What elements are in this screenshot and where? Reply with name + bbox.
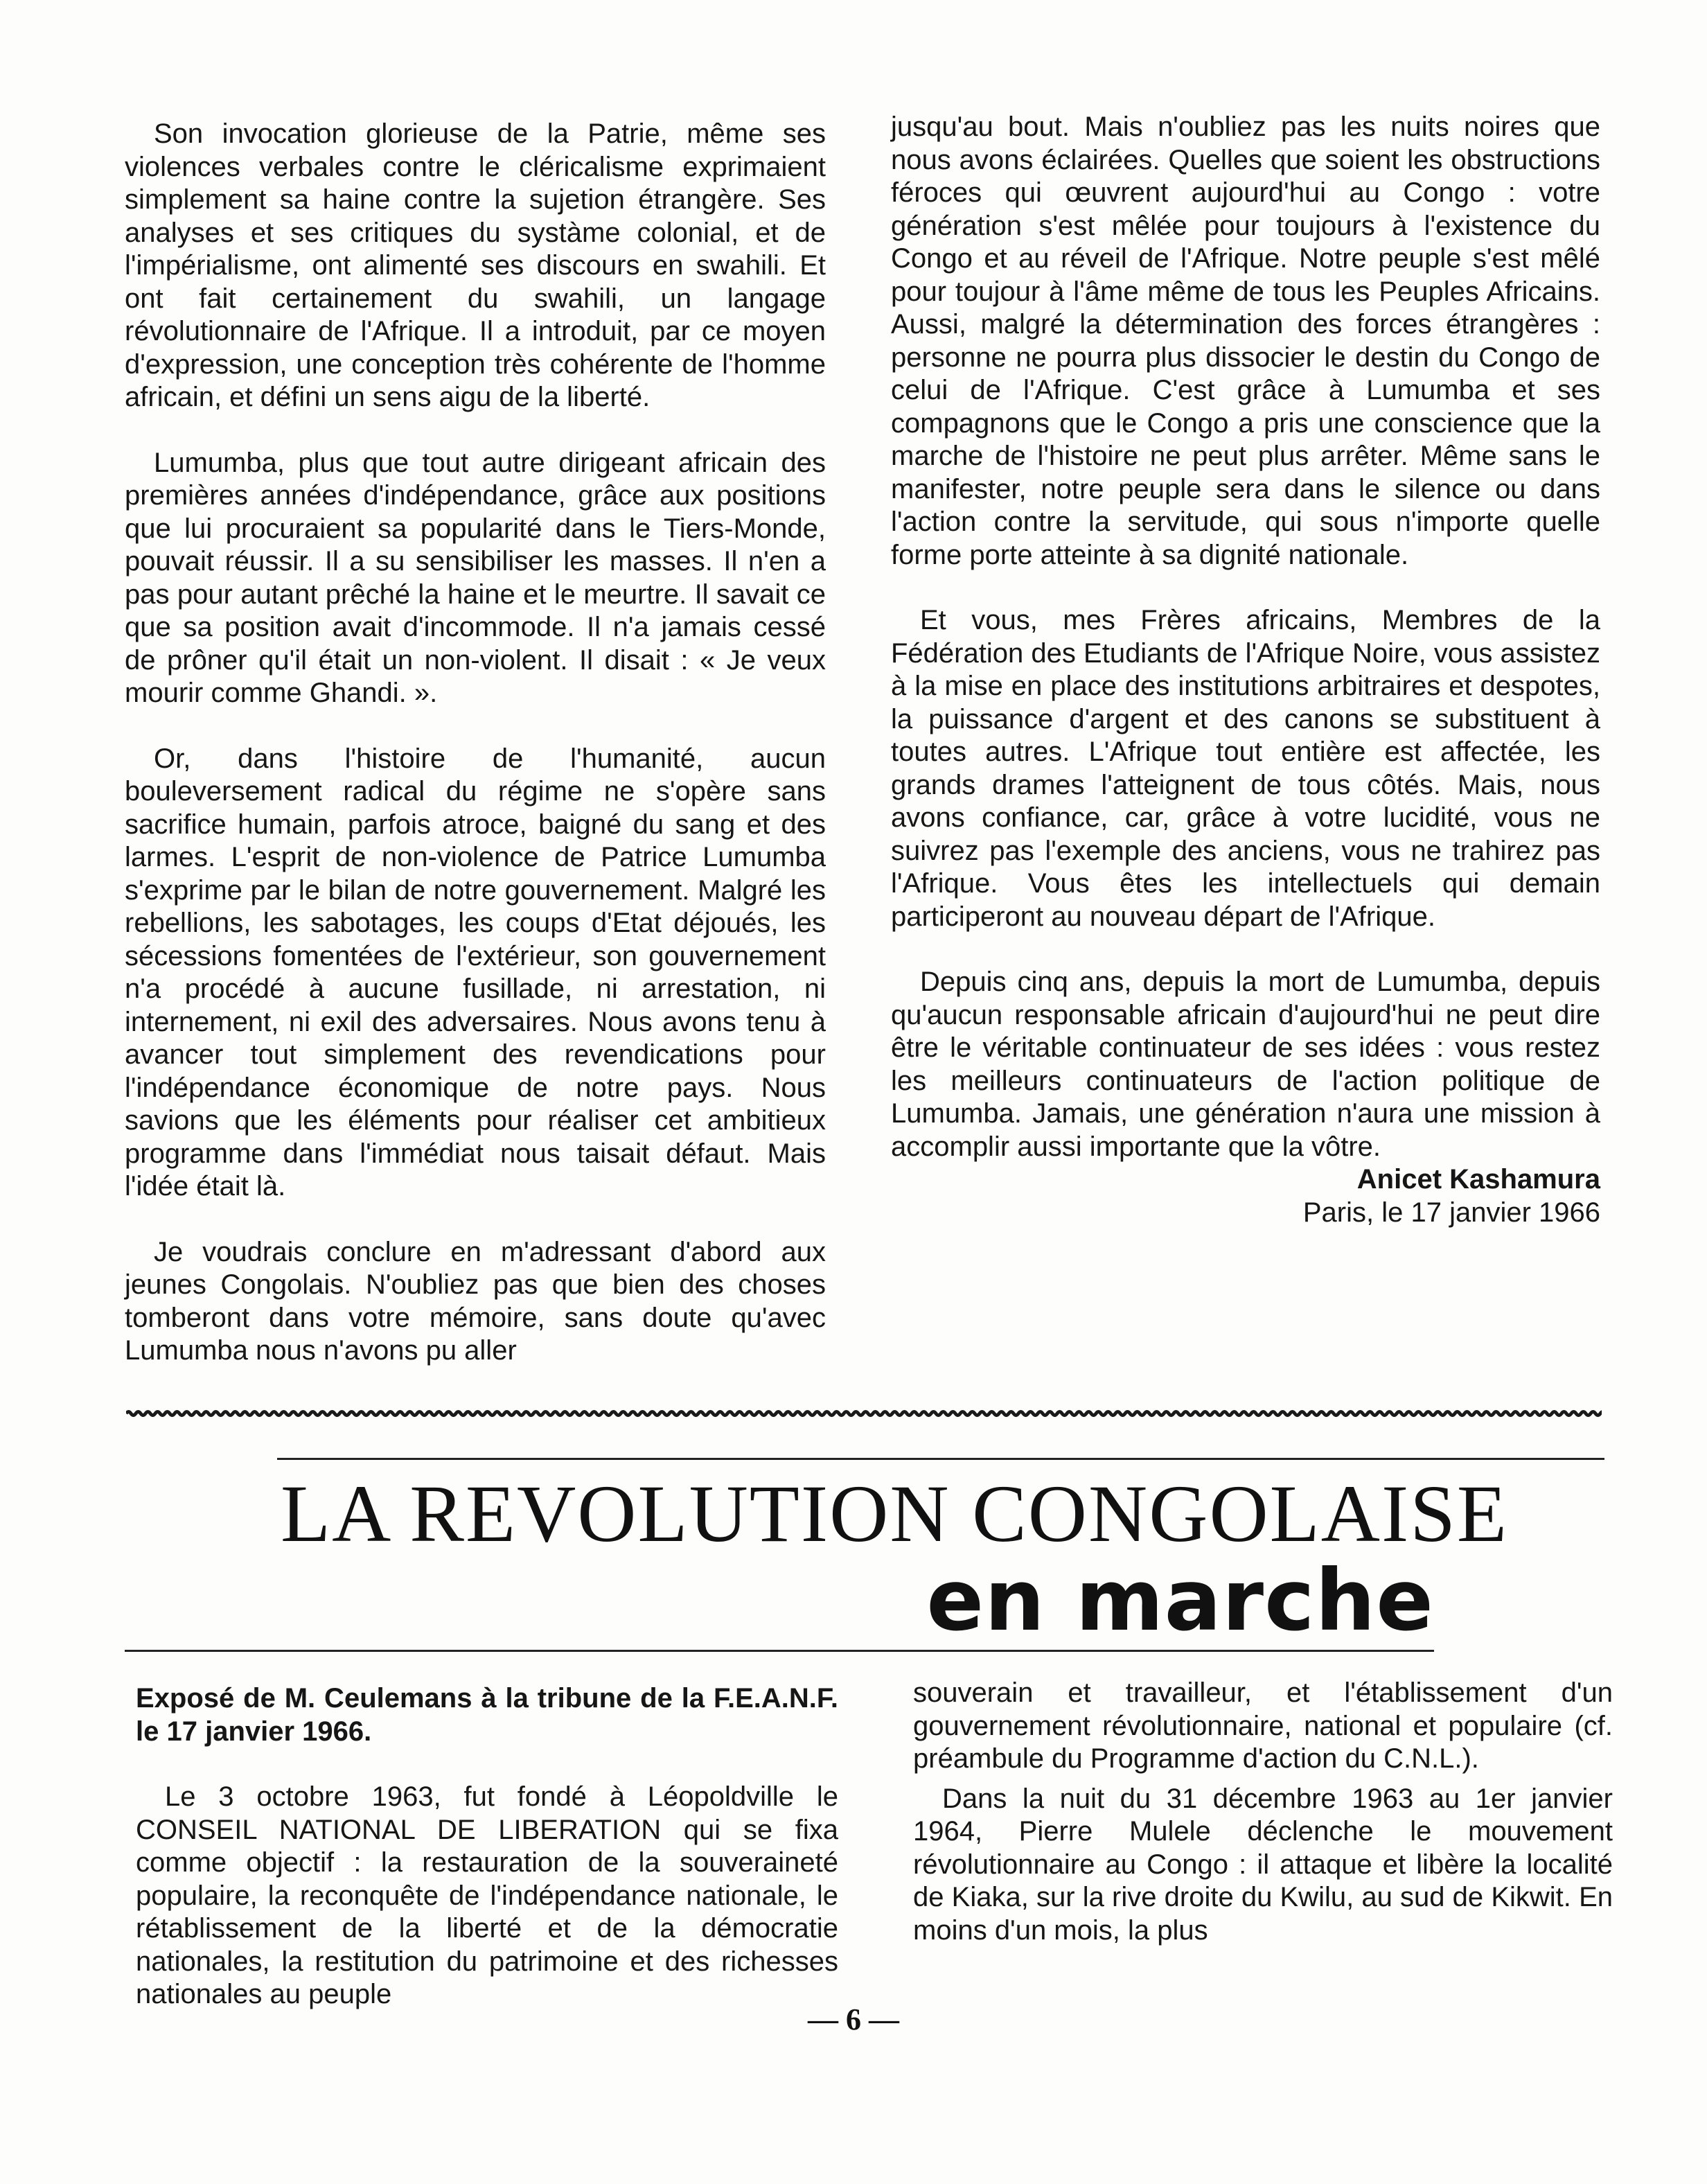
headline-bottom-rule — [125, 1650, 1434, 1652]
paragraph: Son invocation glorieuse de la Patrie, même ses violences verbales contre le cléricalisme exprimaient simplement sa haine contre la sujetion étrangère. Ses analyses et ses critiques du systàme colonial, et de l'impérialisme, ont alimenté ses discours en swahili. Et ont fait certainement du swahili, un langage révolutionnaire de l'Afrique. Il a introduit, par ce moyen d'expression, une conception très cohérente de l'homme africain, et défini un sens aigu de la liberté. — [125, 118, 826, 412]
paragraph: Depuis cinq ans, depuis la mort de Lumumba, depuis qu'aucun responsable africain d'aujourd'hui ne peut dire être le véritable continuateur de ses idées : vous restez les meilleurs continuateurs de l'action politique de Lumumba. Jamais, une génération n'aura une mission à accomplir aussi importante que la vôtre. — [891, 967, 1600, 1162]
paragraph: jusqu'au bout. Mais n'oubliez pas les nuits noires que nous avons éclairées. Quelles que soient les obstructions féroces qui œuvrent aujourd'hui au Congo : votre génération s'est mêlée pour toujours à l'existence du Congo et au réveil de l'Afrique. Notre peuple s'est mêlé pour toujour à l'âme même de tous les Peuples Africains. Aussi, malgré la détermination des forces étrangères : personne ne pourra plus dissocier le destin du Congo de celui de l'Afrique. C'est grâce à Lumumba et ses compagnons que le Congo a pris une conscience que la marche de l'histoire ne peut plus arrêter. Même sans le manifester, notre peuple sera dans le silence ou dans l'action contre la servitude, qui sous n'importe quelle forme porte atteinte à sa dignité nationale. — [891, 112, 1600, 570]
article1-left-column — [125, 118, 826, 1368]
article2-left-column — [136, 1682, 838, 2011]
paragraph: Dans la nuit du 31 décembre 1963 au 1er janvier 1964, Pierre Mulele déclenche le mouvement révolutionnaire au Congo : il attaque et libère la localité de Kiaka, sur la rive droite du Kwilu, au sud de Kikwit. En moins d'un mois, la plus — [913, 1783, 1613, 1946]
signature: Anicet Kashamura — [1356, 1164, 1600, 1195]
paragraph: Or, dans l'histoire de l'humanité, aucun bouleversement radical du régime ne s'opère sans sacrifice humain, parfois atroce, baigné du sang et des larmes. L'esprit de non-violence de Patrice Lumumba s'exprime par le bilan de notre gouvernement. Malgré les rebellions, les sabotages, les coups d'Etat déjoués, les sécessions fomentées de l'extérieur, son gouvernement n'a procédé à aucune fusillade, ni arrestation, ni internement, ni exil des adversaires. Nous avons tenu à avancer tout simplement des revendications pour l'indépendance économique de notre pays. Nous savions que les éléments pour réaliser cet ambitieux programme dans l'immédiat nous taisait défaut. Mais l'idée était là. — [125, 743, 826, 1201]
article2-right-column — [913, 1677, 1613, 1947]
expose-title: Exposé de M. Ceulemans à la tribune de la F.E.A.N.F. le 17 janvier 1966. — [136, 1683, 838, 1747]
headline: LA REVOLUTION CONGOLAISE — [281, 1468, 1508, 1559]
page-number: — 6 — — [808, 2002, 899, 2036]
wavy-divider — [126, 1409, 1602, 1418]
paragraph: Le 3 octobre 1963, fut fondé à Léopoldville le CONSEIL NATIONAL DE LIBERATION qui se fixa comme objectif : la restauration de la souveraineté populaire, la reconquête de l'indépendance nationale, le rétablissement de la liberté et de la démocratie nationales, la restitution du patrimoine et des richesses nationales au peuple — [136, 1781, 838, 2009]
article1-right-column — [891, 111, 1600, 1229]
paragraph: souverain et travailleur, et l'établissement d'un gouvernement révolutionnaire, national et populaire (cf. préambule du Programme d'action du C.N.L.). — [913, 1677, 1613, 1774]
subheadline: en marche — [926, 1551, 1434, 1650]
headline-top-rule — [277, 1458, 1604, 1460]
paragraph: Je voudrais conclure en m'adressant d'abord aux jeunes Congolais. N'oubliez pas que bien des choses tomberont dans votre mémoire, sans doute qu'avec Lumumba nous n'avons pu aller — [125, 1236, 826, 1366]
place-date: Paris, le 17 janvier 1966 — [1302, 1197, 1600, 1228]
paragraph: Et vous, mes Frères africains, Membres de la Fédération des Etudiants de l'Afrique Noire, vous assistez à la mise en place des institutions arbitraires et despotes, la puissance d'argent et des canons se substituent à toutes autres. L'Afrique tout entière est affectée, les grands drames l'atteignent de tous côtés. Mais, nous avons confiance, car, grâce à votre lucidité, vous ne suivrez pas l'exemple des anciens, vous ne trahirez pas l'Afrique. Vous êtes les intellectuels qui demain participeront au nouveau départ de l'Afrique. — [891, 605, 1600, 932]
paragraph: Lumumba, plus que tout autre dirigeant africain des premières années d'indépendance, grâce aux positions que lui procuraient sa popularité dans le Tiers-Monde, pouvait réussir. Il a su sensibiliser les masses. Il n'en a pas pour autant prêché la haine et le meurtre. Il savait ce que sa position avait d'incommode. Il n'a jamais cessé de prôner qu'il était un non-violent. Il disait : « Je veux mourir comme Ghandi. ». — [125, 447, 826, 708]
